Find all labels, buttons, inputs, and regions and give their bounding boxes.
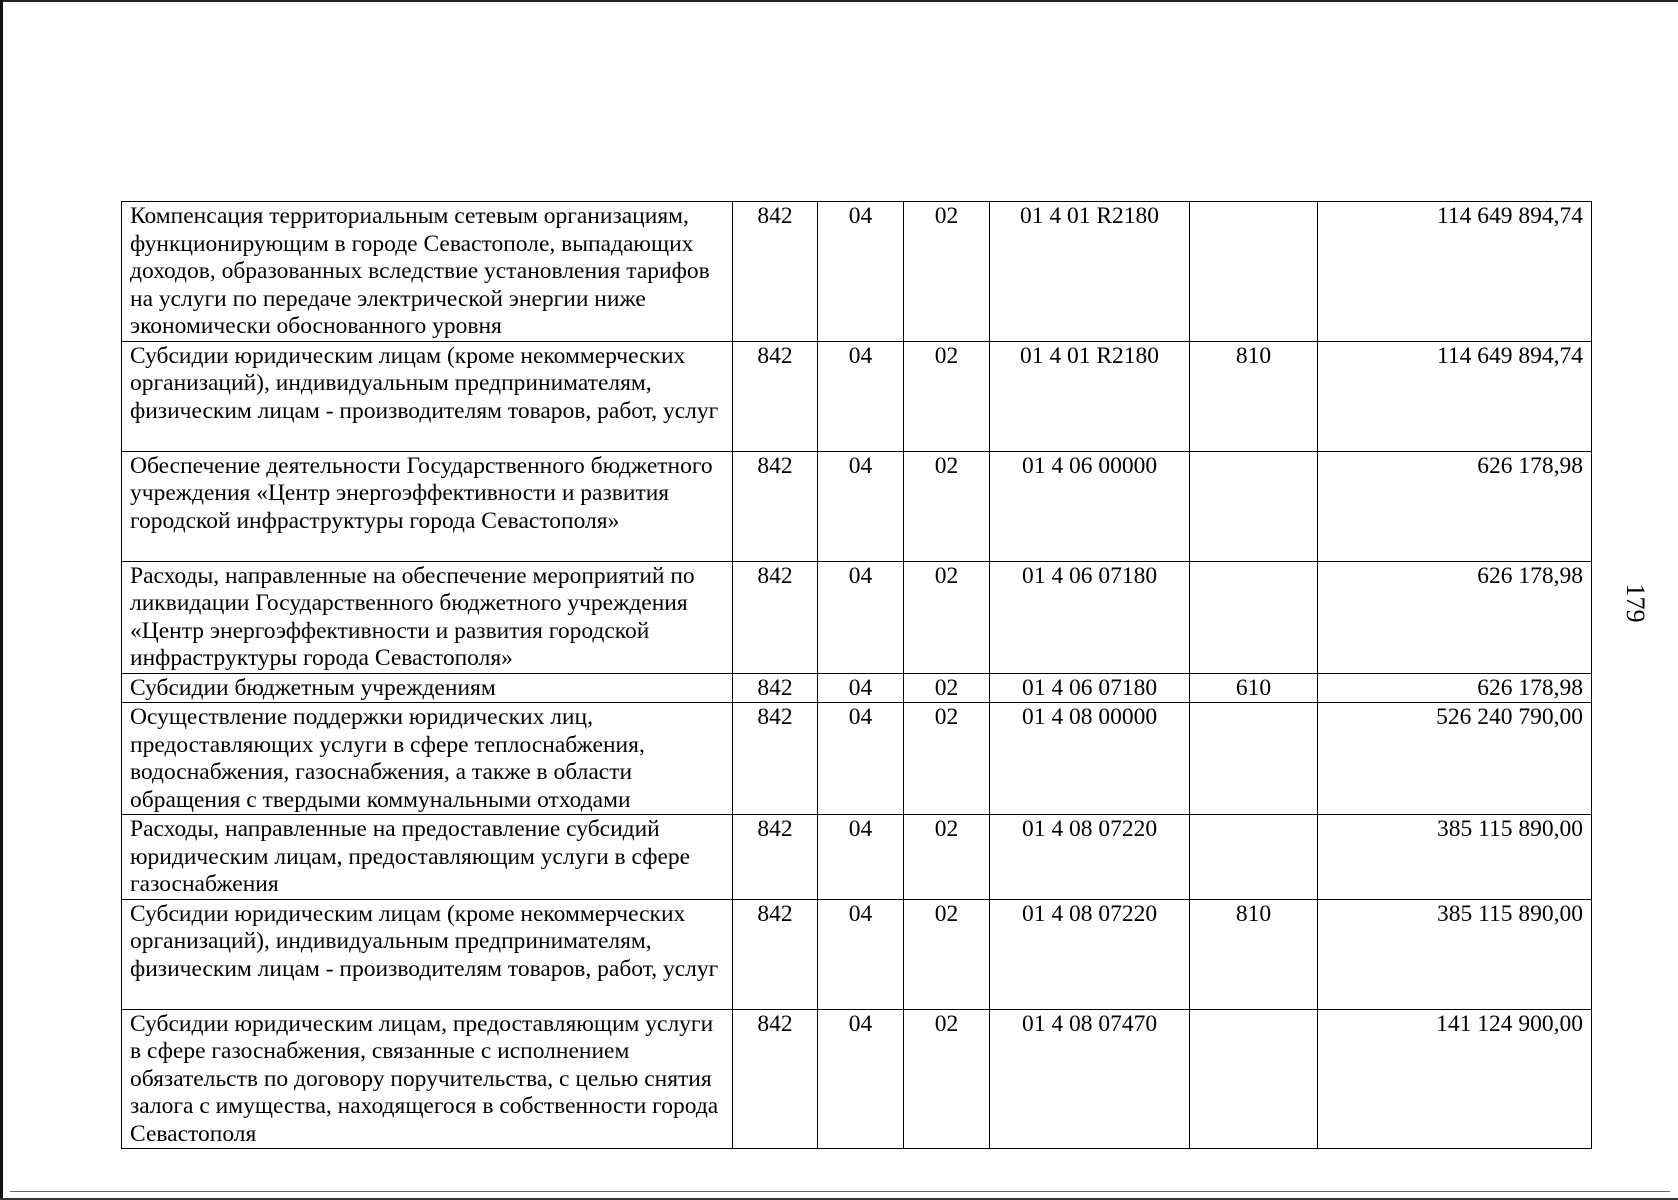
row-pr: 02 xyxy=(904,899,990,1009)
row-gr: 842 xyxy=(733,1009,818,1149)
row-pr: 02 xyxy=(904,673,990,703)
row-pr: 02 xyxy=(904,341,990,451)
row-sum: 526 240 790,00 xyxy=(1318,703,1592,815)
row-gr: 842 xyxy=(733,899,818,1009)
row-name: Расходы, направленные на предоставление субсидий юридическим лицам, предоставляющим услуги в сфере газоснабжения xyxy=(122,815,733,900)
row-csr: 01 4 01 R2180 xyxy=(990,341,1190,451)
row-rz: 04 xyxy=(818,899,904,1009)
row-rz: 04 xyxy=(818,561,904,673)
row-name: Субсидии юридическим лицам (кроме некоммерческих организаций), индивидуальным предпринимателям, физическим лицам - производителям товаров, работ, услуг xyxy=(122,899,733,1009)
row-rz: 04 xyxy=(818,451,904,561)
row-csr: 01 4 06 07180 xyxy=(990,673,1190,703)
row-vr xyxy=(1190,561,1318,673)
row-vr: 810 xyxy=(1190,899,1318,1009)
row-name: Осуществление поддержки юридических лиц, предоставляющих услуги в сфере теплоснабжения, водоснабжения, газоснабжения, а также в области обращения с твердыми коммунальными отходами xyxy=(122,703,733,815)
row-vr xyxy=(1190,815,1318,900)
row-name: Субсидии бюджетным учреждениям xyxy=(122,673,733,703)
row-sum: 626 178,98 xyxy=(1318,673,1592,703)
budget-table xyxy=(121,201,1592,1149)
row-pr: 02 xyxy=(904,451,990,561)
row-csr: 01 4 06 07180 xyxy=(990,561,1190,673)
row-name: Обеспечение деятельности Государственного бюджетного учреждения «Центр энергоэффективности и развития городской инфраструктуры города Севастополя» xyxy=(122,451,733,561)
row-pr: 02 xyxy=(904,561,990,673)
row-name: Компенсация территориальным сетевым организациям, функционирующим в городе Севастополе, выпадающих доходов, образованных вследствие установления тарифов на услуги по передаче электрической энергии ниже экономически обоснованного уровня xyxy=(122,202,733,342)
row-gr: 842 xyxy=(733,673,818,703)
row-csr: 01 4 06 00000 xyxy=(990,451,1190,561)
row-gr: 842 xyxy=(733,561,818,673)
row-rz: 04 xyxy=(818,1009,904,1149)
row-csr: 01 4 08 00000 xyxy=(990,703,1190,815)
row-pr: 02 xyxy=(904,1009,990,1149)
row-sum: 114 649 894,74 xyxy=(1318,341,1592,451)
row-sum: 626 178,98 xyxy=(1318,561,1592,673)
row-rz: 04 xyxy=(818,673,904,703)
row-csr: 01 4 08 07220 xyxy=(990,899,1190,1009)
row-vr xyxy=(1190,202,1318,342)
row-vr xyxy=(1190,1009,1318,1149)
row-vr: 610 xyxy=(1190,673,1318,703)
row-name: Расходы, направленные на обеспечение мероприятий по ликвидации Государственного бюджетного учреждения «Центр энергоэффективности и развития городской инфраструктуры города Севастополя» xyxy=(122,561,733,673)
row-pr: 02 xyxy=(904,202,990,342)
scan-edge-top xyxy=(0,0,1678,2)
row-rz: 04 xyxy=(818,703,904,815)
row-rz: 04 xyxy=(818,202,904,342)
table-row xyxy=(122,341,1592,451)
row-sum: 385 115 890,00 xyxy=(1318,899,1592,1009)
row-vr: 810 xyxy=(1190,341,1318,451)
table-row xyxy=(122,673,1592,703)
row-rz: 04 xyxy=(818,815,904,900)
table-row xyxy=(122,703,1592,815)
row-gr: 842 xyxy=(733,341,818,451)
row-csr: 01 4 08 07470 xyxy=(990,1009,1190,1149)
row-pr: 02 xyxy=(904,703,990,815)
scan-edge-bottom-line xyxy=(10,1191,1670,1192)
row-vr xyxy=(1190,703,1318,815)
table-row xyxy=(122,815,1592,900)
row-sum: 385 115 890,00 xyxy=(1318,815,1592,900)
table-row xyxy=(122,561,1592,673)
row-sum: 626 178,98 xyxy=(1318,451,1592,561)
table-row xyxy=(122,1009,1592,1149)
table-row xyxy=(122,451,1592,561)
row-gr: 842 xyxy=(733,202,818,342)
table-row xyxy=(122,202,1592,342)
table-row xyxy=(122,899,1592,1009)
scan-edge-left xyxy=(0,0,3,1200)
row-pr: 02 xyxy=(904,815,990,900)
row-name: Субсидии юридическим лицам (кроме некоммерческих организаций), индивидуальным предпринимателям, физическим лицам - производителям товаров, работ, услуг xyxy=(122,341,733,451)
row-vr xyxy=(1190,451,1318,561)
row-rz: 04 xyxy=(818,341,904,451)
row-csr: 01 4 01 R2180 xyxy=(990,202,1190,342)
row-sum: 141 124 900,00 xyxy=(1318,1009,1592,1149)
page-number: 179 xyxy=(1621,583,1650,623)
row-csr: 01 4 08 07220 xyxy=(990,815,1190,900)
row-sum: 114 649 894,74 xyxy=(1318,202,1592,342)
row-gr: 842 xyxy=(733,451,818,561)
row-name: Субсидии юридическим лицам, предоставляющим услуги в сфере газоснабжения, связанные с исполнением обязательств по договору поручительства, с целью снятия залога с имущества, находящегося в собственности города Севастополя xyxy=(122,1009,733,1149)
row-gr: 842 xyxy=(733,815,818,900)
row-gr: 842 xyxy=(733,703,818,815)
